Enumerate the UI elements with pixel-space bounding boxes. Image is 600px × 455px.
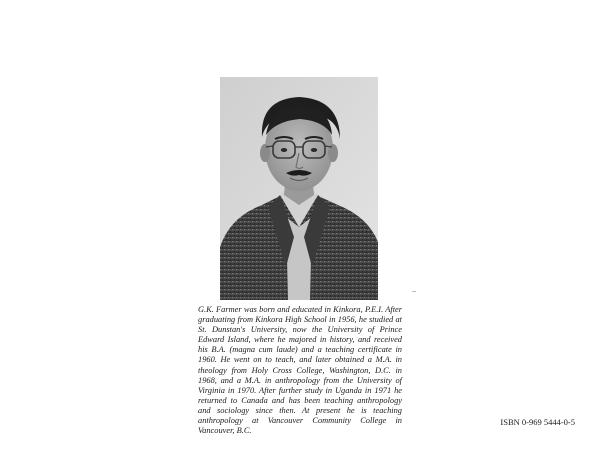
scan-speck [412, 291, 416, 292]
author-biography: G.K. Farmer was born and educated in Kinkora, P.E.I. After graduating from Kinkora High School in 1956, he studied at St. Dunstan's University, now the University of Prince Edward Island, where he majored in history, and received his B.A. (magna cum laude) and a teaching certificate in 1960. He went on to teach, and later obtained a M.A. in theology from Holy Cross College, Washington, D.C. in 1968, and a M.A. in anthropology from the University of Virginia in 1970. After further study in Uganda in 1971 he returned to Canada and has been teaching anthropology and sociology since then. At present he is teaching anthropology at Vancouver Community College in Vancouver, B.C. [198, 305, 402, 436]
author-portrait-photo [220, 77, 378, 300]
isbn-number: ISBN 0-969 5444-0-5 [500, 417, 575, 427]
